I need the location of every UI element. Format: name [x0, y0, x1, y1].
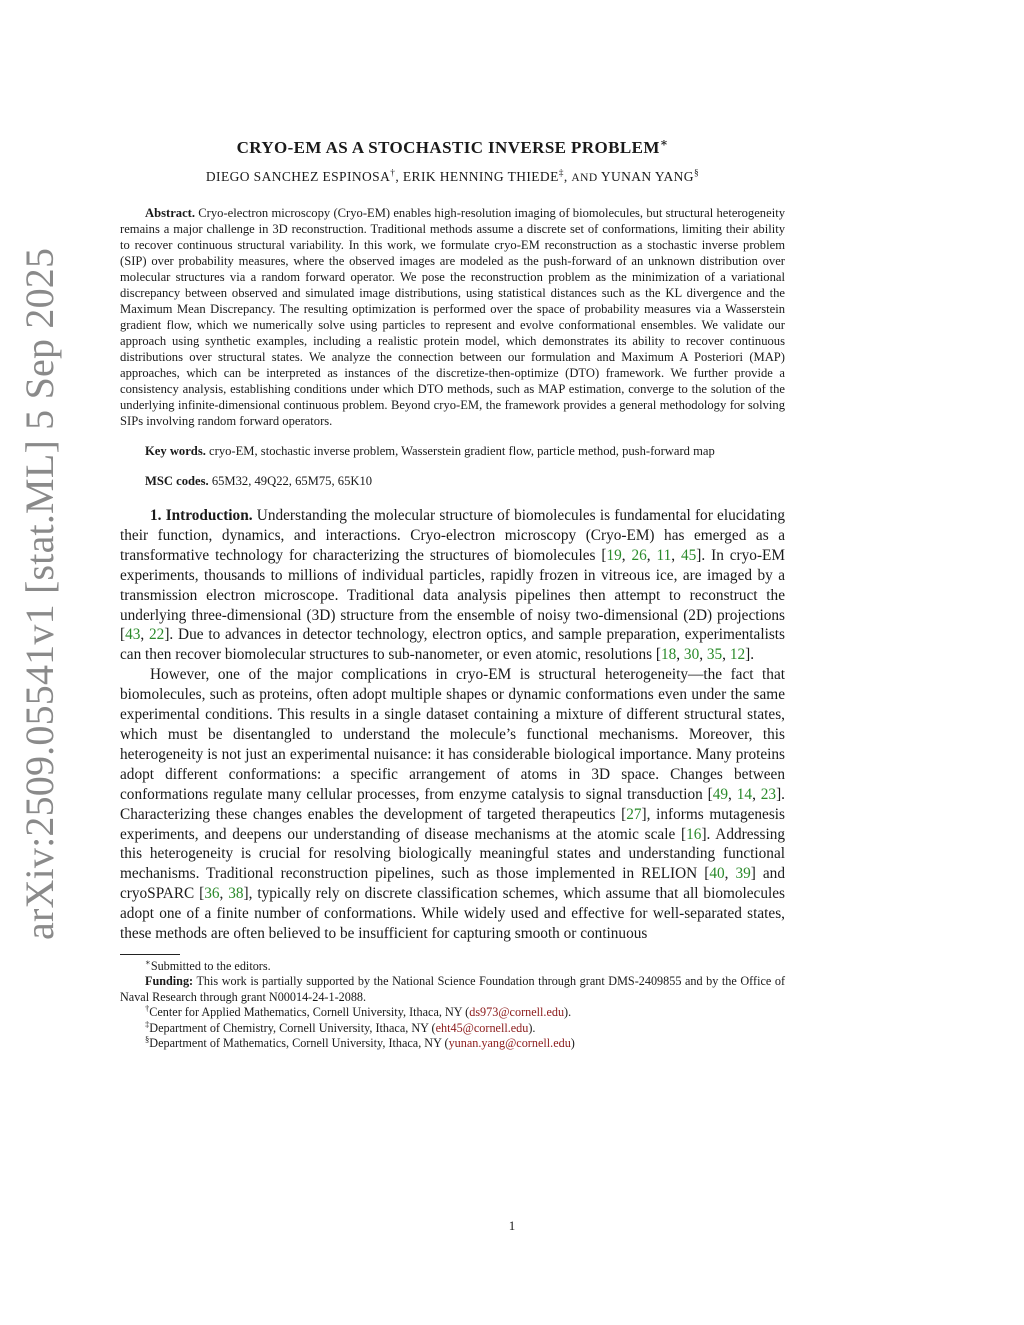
affiliation-end: ).	[564, 1005, 572, 1020]
paragraph-text: ,	[671, 546, 681, 564]
msc-text: 65M32, 49Q22, 65M75, 65K10	[211, 474, 373, 488]
citation-link[interactable]: 19	[606, 546, 622, 564]
citation-link[interactable]: 40	[709, 865, 725, 883]
citation-link[interactable]: 49	[712, 785, 729, 803]
author-1-mark: †	[390, 168, 396, 179]
author-2: ERIK HENNING THIEDE	[402, 169, 559, 184]
author-list: DIEGO SANCHEZ ESPINOSA†, ERIK HENNING THIEDE‡, AND YUNAN YANG§	[205, 168, 700, 184]
citation-link[interactable]: 23	[760, 785, 777, 803]
affiliation-end: ).	[528, 1020, 536, 1035]
paragraph-text: ]. In cryo-EM experiments, thousands to millions of individual particles, rapidly frozen in vitreous ice, are imaged by a transmission electron microscope. Traditional data analysis pipelines then attempt to reconstruct the underlying three-dimensional (3D) structure from the ensemble of noisy two-dimensional (2D) projections [	[120, 546, 785, 644]
paper-page	[120, 135, 786, 1052]
keywords	[120, 443, 785, 459]
paragraph-text: However, one of the major complications in cryo-EM is structural heterogeneity—the fact that biomolecules, such as proteins, often adopt multiple shapes or dynamic conformations even under the same experimental conditions. This results in a single dataset containing a mixture of different structural states, which must be disentangled to understand the molecule’s functional mechanisms. Moreover, this heterogeneity is not just an experimental nuisance: it has considerable biological importance. Many proteins adopt different conformations: a specific arrangement of atoms in 3D space. Changes between conformations regulate many cellular processes, from enzyme catalysis to signal transduction [	[120, 666, 785, 803]
footnotes	[120, 956, 786, 1052]
intro-paragraph-2	[120, 665, 785, 944]
footnote-funding	[120, 974, 785, 1005]
affiliation-text: Department of Chemistry, Cornell University, Ithaca, NY (	[149, 1020, 436, 1035]
introduction-section	[120, 506, 785, 944]
abstract	[120, 205, 785, 429]
funding-label: Funding:	[145, 974, 194, 989]
footnote-affiliation-3	[120, 1036, 785, 1052]
paragraph-text: ,	[646, 546, 657, 564]
author-3: YUNAN YANG	[600, 169, 694, 184]
paragraph-text: ]. Characterizing these changes enables the development of targeted therapeutics [	[120, 785, 785, 823]
arxiv-stamp: arXiv:2509.05541v1 [stat.ML] 5 Sep 2025	[17, 247, 62, 940]
citation-link[interactable]: 30	[683, 646, 700, 664]
footnote-mark: §	[145, 1034, 150, 1045]
footnote-affiliation-2	[120, 1018, 785, 1037]
paragraph-text: ]. Due to advances in detector technology, electron optics, and sample preparation, experimentalists can then recover biomolecular structures to sub-nanometer, or even atomic, resolutions [	[120, 626, 785, 664]
title-footnote-mark: ∗	[659, 135, 669, 150]
citation-link[interactable]: 43	[125, 626, 141, 644]
footnote-text: Submitted to the editors.	[150, 958, 271, 973]
title-text: CRYO-EM AS A STOCHASTIC INVERSE PROBLEM	[236, 138, 660, 157]
paragraph-text: ,	[728, 785, 737, 803]
citation-link[interactable]: 38	[228, 885, 244, 903]
abstract-text: Cryo-electron microscopy (Cryo-EM) enables high-resolution imaging of biomolecules, but structural heterogeneity remains a major challenge in 3D reconstruction. Traditional methods assume a discrete set of conformations, limiting their ability to recover continuous structural variability. In this work, we formulate cryo-EM reconstruction as a stochastic inverse problem (SIP) over probability measures, where the observed images are modeled as the push-forward of an unknown distribution over molecular structures via a random forward operator. We pose the reconstruction problem as the minimization of a variational discrepancy between observed and simulated image distributions, using statistical distances such as the KL divergence and the Maximum Mean Discrepancy. The resulting optimization is performed over the space of probability measures via a Wasserstein gradient flow, which we numerically solve using particles to represent and evolve conformational ensembles. We validate our approach using synthetic examples, including a realistic protein model, which demonstrates its ability to recover continuous distributions over structural states. We analyze the connection between our formulation and Maximum A Posteriori (MAP) approaches, which can be interpreted as instances of the discretize-then-optimize (DTO) framework. We further provide a consistency analysis, establishing conditions under which DTO methods, such as MAP estimation, converge to the solution of the underlying infinite-dimensional continuous problem. Beyond cryo-EM, the framework provides a general methodology for solving SIPs involving random forward operators.	[120, 206, 785, 428]
paragraph-text: ]. Addressing this heterogeneity is crucial for resolving biologically meaningful states and understanding functional mechanisms. Traditional reconstruction pipelines, such as those implemented in RELION [	[120, 825, 785, 883]
funding-text: This work is partially supported by the National Science Foundation through grant DMS-2409855 and by the Office of Naval Research through grant N00014-24-1-2088.	[120, 974, 786, 1004]
paragraph-text: ,	[699, 646, 707, 664]
abstract-label: Abstract.	[145, 206, 196, 220]
keywords-text: cryo-EM, stochastic inverse problem, Wasserstein gradient flow, particle method, push-forward map	[209, 444, 715, 458]
citation-link[interactable]: 16	[686, 825, 702, 843]
paragraph-text: ,	[621, 546, 632, 564]
intro-paragraph-1-body	[120, 507, 785, 663]
email-link[interactable]: eht45@cornell.edu	[435, 1020, 529, 1035]
intro-paragraph-1	[120, 506, 785, 665]
page-number: 1	[508, 1218, 516, 1233]
author-conjunction: AND	[571, 172, 598, 184]
paragraph-text: ], typically rely on discrete classification schemes, which assume that all biomolecules adopt one of a finite number of conformations. While widely used and effective for well-separated states, these methods are often believed to be insufficient for capturing smooth or continuous	[120, 885, 785, 943]
msc-label: MSC codes.	[145, 474, 209, 488]
citation-link[interactable]: 22	[149, 626, 165, 644]
author-1: DIEGO SANCHEZ ESPINOSA	[205, 169, 391, 184]
citation-link[interactable]: 35	[706, 646, 723, 664]
citation-link[interactable]: 14	[736, 785, 753, 803]
footnote-mark: ∗	[145, 956, 151, 967]
paragraph-text: ,	[676, 646, 684, 664]
paragraph-text: ] and cryoSPARC [	[120, 865, 785, 903]
author-3-mark: §	[693, 168, 700, 179]
paragraph-text: Understanding the molecular structure of biomolecules is fundamental for elucidating their function, dynamics, and interactions. Cryo-electron microscopy (Cryo-EM) has emerged as a transformative technology for characterizing the structures of biomolecules [	[120, 507, 785, 564]
affiliation-end: )	[570, 1036, 575, 1051]
author-2-mark: ‡	[558, 168, 564, 179]
citation-link[interactable]: 26	[631, 546, 647, 564]
citation-link[interactable]: 18	[660, 646, 677, 664]
citation-link[interactable]: 27	[626, 805, 642, 823]
paragraph-text: ,	[140, 626, 150, 644]
citation-link[interactable]: 39	[735, 865, 751, 883]
footnote-rule	[120, 954, 180, 955]
citation-link[interactable]: 11	[656, 546, 672, 564]
paragraph-text: ], informs mutagenesis experiments, and deepens our understanding of disease mechanisms at the atomic scale [	[120, 805, 785, 843]
footnote-mark: ‡	[145, 1018, 150, 1029]
email-link[interactable]: yunan.yang@cornell.edu	[448, 1036, 571, 1051]
citation-link[interactable]: 36	[204, 885, 220, 903]
paragraph-text: ,	[752, 785, 761, 803]
paragraph-text: ,	[724, 865, 736, 883]
paper-title	[120, 135, 785, 158]
footnote-mark: †	[145, 1003, 150, 1014]
citation-link[interactable]: 12	[729, 646, 746, 664]
paragraph-text: ,	[722, 646, 730, 664]
paragraph-text: ,	[219, 885, 229, 903]
msc-codes	[120, 473, 785, 489]
affiliation-text: Center for Applied Mathematics, Cornell University, Ithaca, NY (	[149, 1005, 470, 1020]
footnote-affiliation-1	[120, 1005, 785, 1021]
email-link[interactable]: ds973@cornell.edu	[469, 1005, 565, 1020]
affiliation-text: Department of Mathematics, Cornell University, Ithaca, NY (	[149, 1036, 449, 1051]
footnote-submitted	[120, 956, 785, 975]
section-heading: 1. Introduction.	[150, 507, 253, 524]
paragraph-text: ].	[745, 646, 755, 664]
keywords-label: Key words.	[145, 444, 206, 458]
citation-link[interactable]: 45	[680, 546, 697, 564]
